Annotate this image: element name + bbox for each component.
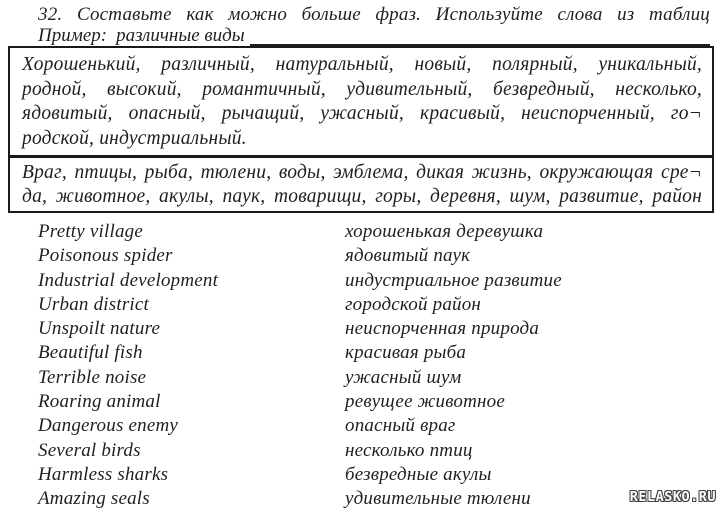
phrase-row bbox=[38, 269, 698, 293]
phrase-russian: красивая рыба bbox=[345, 342, 467, 364]
phrase-russian: удивительные тюлени bbox=[345, 488, 531, 510]
phrase-row bbox=[38, 390, 698, 414]
phrase-english: Terrible noise bbox=[38, 366, 147, 388]
phrase-russian: ужасный шум bbox=[345, 366, 462, 388]
adjectives-line: Хорошенький, различный, натуральный, новый, полярный, уникальный, bbox=[22, 54, 702, 75]
phrase-english: Amazing seals bbox=[38, 488, 150, 510]
nouns-line: Враг, птицы, рыба, тюлени, воды, эмблема, дикая жизнь, окружающая сре¬ bbox=[22, 162, 702, 183]
phrase-english: Unspoilt nature bbox=[38, 318, 161, 340]
phrase-russian: ревущее животное bbox=[345, 391, 505, 413]
phrase-english: Beautiful fish bbox=[38, 342, 143, 364]
example-label: Пример: bbox=[38, 25, 108, 46]
exercise-number: 32. bbox=[38, 4, 63, 25]
phrase-russian: хорошенькая деревушка bbox=[345, 221, 544, 242]
exercise-instruction: Составьте как можно больше фраз. Используйте слова из таблиц bbox=[76, 4, 711, 25]
exercise-header bbox=[38, 3, 710, 26]
phrase-english: Dangerous enemy bbox=[38, 415, 179, 437]
phrase-english: Harmless sharks bbox=[38, 463, 169, 485]
phrase-list bbox=[38, 220, 698, 512]
adjectives-line: родной, высокий, романтичный, удивительный, безвредный, несколько, bbox=[22, 78, 702, 100]
phrase-english: Several birds bbox=[38, 439, 141, 461]
phrase-row bbox=[38, 293, 698, 317]
phrase-russian: опасный враг bbox=[345, 415, 456, 437]
phrase-russian: индустриальное развитие bbox=[345, 269, 562, 291]
adjectives-line: ядовитый, опасный, рычащий, ужасный, красивый, неиспорченный, го¬ bbox=[22, 103, 702, 124]
phrase-english: Poisonous spider bbox=[38, 245, 173, 267]
phrase-row bbox=[38, 439, 698, 463]
phrase-english: Roaring animal bbox=[38, 391, 161, 413]
example-line bbox=[38, 25, 710, 46]
phrase-row bbox=[38, 341, 698, 365]
phrase-russian: несколько птиц bbox=[345, 439, 473, 461]
phrase-russian: ядовитый паук bbox=[345, 245, 471, 267]
phrase-russian: неиспорченная природа bbox=[345, 318, 540, 340]
phrase-english: Industrial development bbox=[38, 269, 219, 291]
phrase-row bbox=[38, 244, 698, 268]
phrase-russian: безвредные акулы bbox=[345, 463, 492, 485]
example-text: различные виды bbox=[116, 25, 245, 46]
watermark: RELASKO.RU bbox=[629, 489, 716, 505]
adjectives-line: родской, индустриальный. bbox=[22, 127, 247, 149]
phrase-row bbox=[38, 317, 698, 341]
phrase-russian: городской район bbox=[345, 293, 482, 315]
adjectives-word-box bbox=[8, 46, 714, 157]
phrase-row bbox=[38, 414, 698, 438]
phrase-english: Urban district bbox=[38, 293, 150, 315]
nouns-line: да, животное, акулы, паук, товарищи, горы, деревня, шум, развитие, район bbox=[22, 185, 702, 207]
phrase-row bbox=[38, 366, 698, 390]
phrase-english: Pretty village bbox=[38, 221, 143, 242]
phrase-row bbox=[38, 463, 698, 487]
phrase-row bbox=[38, 220, 698, 244]
nouns-word-box bbox=[8, 156, 714, 213]
